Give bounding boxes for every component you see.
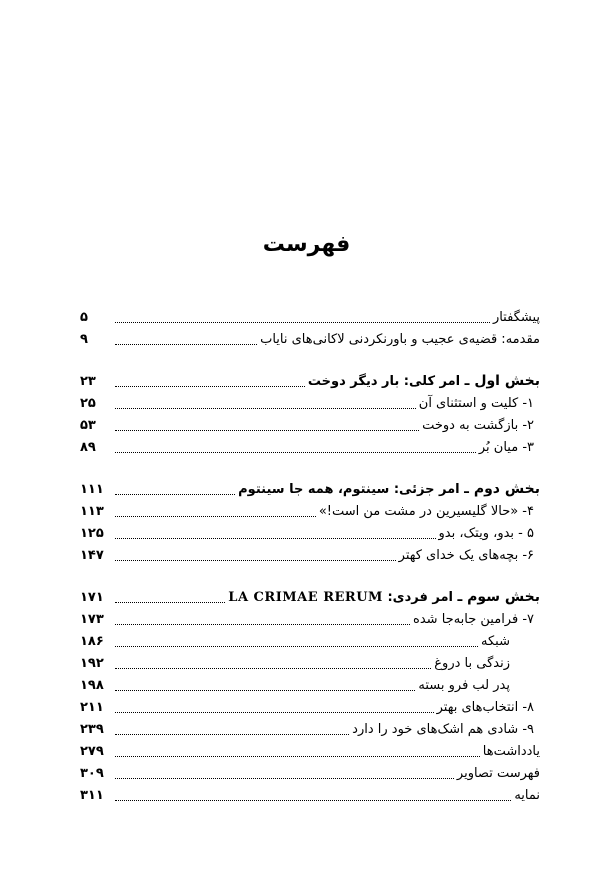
section-latin-title: LA CRIMAE RERUM [228, 590, 383, 605]
table-of-contents [80, 305, 540, 805]
dot-leader [115, 537, 436, 539]
toc-page-number: ۲۵ [80, 396, 96, 411]
page-title: فهرست [262, 232, 351, 257]
dot-leader [115, 451, 476, 453]
toc-page-number: ۳۰۹ [80, 766, 104, 781]
toc-entry-label: ۶- بچه‌های یک خدای کهتر [398, 548, 534, 563]
toc-entry-label: ۷- فرامین جابه‌جا شده [413, 612, 534, 627]
toc-entry-label: زندگی با دروغ [434, 656, 510, 671]
toc-entry-label [305, 372, 540, 391]
toc-page-number: ۱۲۵ [80, 526, 104, 541]
toc-entry-foreword[interactable] [80, 305, 540, 327]
toc-entry-label: ۵ - بدو، ویتک، بدو [438, 526, 534, 541]
toc-section-part-one[interactable] [80, 369, 540, 391]
toc-entry-label: پدر لب فرو بسته [418, 678, 510, 693]
toc-page-number: ۱۱۳ [80, 504, 104, 519]
dot-leader [115, 689, 415, 691]
toc-entry-label: مقدمه: قضیه‌ی عجیب و باورنکردنی لاکانی‌های نایاب [260, 332, 540, 347]
toc-entry-silent-father[interactable] [80, 673, 540, 695]
toc-page-number: ۲۱۱ [80, 700, 104, 715]
toc-page-number: ۱۷۳ [80, 612, 104, 627]
toc-entry-index[interactable] [80, 783, 540, 805]
section-title: امر کلی: بار دیگر دوخت [307, 374, 461, 389]
dot-leader [115, 667, 431, 669]
dot-leader [115, 493, 235, 495]
toc-entry-label: ۸- انتخاب‌های بهتر [436, 700, 534, 715]
dot-leader [115, 321, 490, 323]
toc-entry-label: شبکه [481, 634, 510, 649]
dot-leader [115, 623, 410, 625]
dot-leader [115, 385, 305, 387]
dot-leader [115, 777, 454, 779]
toc-entry-label: ۹- شادی هم اشک‌های خود را دارد [352, 722, 534, 737]
toc-page-number: ۵۳ [80, 418, 96, 433]
toc-entry-introduction[interactable] [80, 327, 540, 349]
dot-leader [115, 559, 396, 561]
toc-entry-chapter-8[interactable] [80, 695, 540, 717]
toc-section-part-two[interactable] [80, 477, 540, 499]
dot-leader [115, 407, 416, 409]
toc-entry-chapter-2[interactable] [80, 413, 540, 435]
toc-page-number: ۲۳ [80, 374, 96, 389]
toc-entry-label: فهرست تصاویر [456, 766, 540, 781]
dot-leader [115, 343, 257, 345]
section-title: امر جزئی: سینتوم، همه جا سینتوم [238, 482, 460, 497]
toc-entry-label [235, 480, 540, 499]
toc-entry-network[interactable] [80, 629, 540, 651]
toc-page-number: ۱۴۷ [80, 548, 104, 563]
toc-entry-chapter-5[interactable] [80, 521, 540, 543]
toc-section-part-three[interactable] [80, 585, 540, 607]
section-name: بخش سوم ـ [457, 589, 540, 605]
toc-entry-label: پیشگفتار [492, 310, 540, 325]
toc-entry-chapter-4[interactable] [80, 499, 540, 521]
dot-leader [115, 601, 225, 603]
toc-page-number: ۵ [80, 310, 88, 325]
toc-entry-label: ۴- «حالا گلیسیرین در مشت من است!» [318, 504, 534, 519]
toc-page-number: ۱۸۶ [80, 634, 104, 649]
dot-leader [115, 799, 511, 801]
toc-entry-chapter-6[interactable] [80, 543, 540, 565]
toc-page-number: ۱۷۱ [80, 590, 104, 605]
toc-entry-chapter-9[interactable] [80, 717, 540, 739]
toc-entry-list-of-figures[interactable] [80, 761, 540, 783]
toc-entry-label [225, 588, 540, 607]
toc-page-number: ۱۹۲ [80, 656, 104, 671]
toc-entry-chapter-3[interactable] [80, 435, 540, 457]
dot-leader [115, 429, 419, 431]
toc-page-number: ۲۳۹ [80, 722, 104, 737]
dot-leader [115, 733, 349, 735]
dot-leader [115, 755, 480, 757]
toc-entry-label: یادداشت‌ها [482, 744, 540, 759]
section-title: امر فردی: [387, 590, 453, 605]
toc-page-number: ۱۱۱ [80, 482, 104, 497]
toc-entry-chapter-1[interactable] [80, 391, 540, 413]
toc-page-number: ۱۹۸ [80, 678, 104, 693]
toc-entry-label: نمایه [514, 788, 540, 803]
section-name: بخش اول ـ [464, 373, 540, 389]
toc-entry-label: ۲- بازگشت به دوخت [422, 418, 534, 433]
toc-page-number: ۸۹ [80, 440, 96, 455]
toc-entry-notes[interactable] [80, 739, 540, 761]
toc-entry-label: ۱- کلیت و استثنای آن [418, 396, 534, 411]
dot-leader [115, 515, 316, 517]
toc-entry-living-with-lie[interactable] [80, 651, 540, 673]
section-name: بخش دوم ـ [464, 481, 540, 497]
toc-page-number: ۲۷۹ [80, 744, 104, 759]
toc-page-number: ۳۱۱ [80, 788, 104, 803]
dot-leader [115, 645, 478, 647]
dot-leader [115, 711, 434, 713]
toc-entry-chapter-7[interactable] [80, 607, 540, 629]
toc-entry-label: ۳- میان بُر [478, 440, 534, 455]
toc-page-number: ۹ [80, 332, 88, 347]
